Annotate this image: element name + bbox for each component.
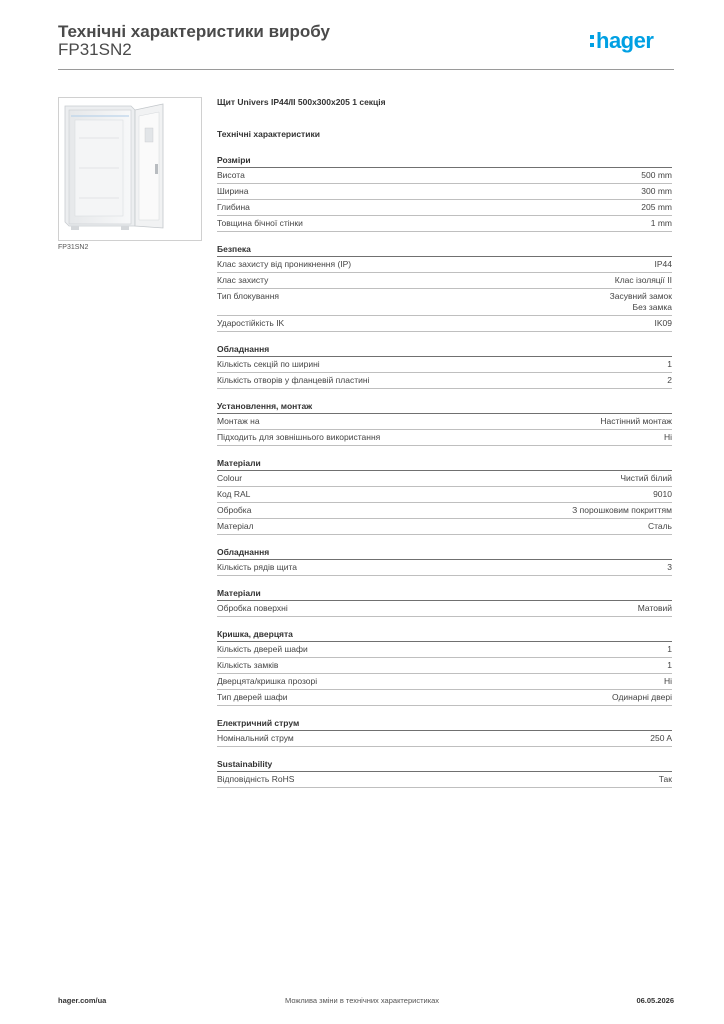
spec-value-line: 250 A [650,733,672,743]
spec-value-line: Чистий білий [620,473,672,483]
spec-label: Кількість отворів у фланцевій пластині [217,375,370,385]
product-code: FP31SN2 [58,40,132,59]
section-title: Матеріали [217,454,672,471]
spec-row [217,487,672,503]
spec-label: Кількість дверей шафи [217,644,308,654]
spec-row [217,601,672,617]
spec-value [667,359,672,370]
spec-label: Підходить для зовнішнього використання [217,432,381,442]
spec-value [667,375,672,386]
spec-value [610,291,672,313]
spec-row [217,642,672,658]
enclosure-illustration [59,98,201,240]
spec-value-line: 2 [667,375,672,385]
spec-row [217,289,672,316]
spec-value-line: Засувний замок [609,291,672,301]
spec-row [217,216,672,232]
spec-value-line: 1 [667,359,672,369]
spec-value-line: IP44 [654,259,672,269]
spec-value [664,432,672,443]
spec-value-line: Ні [663,432,672,442]
footer-website[interactable]: hager.com/ua [58,996,107,1005]
spec-value-line: Сталь [647,521,672,531]
section-gap [217,535,672,543]
page-title: Технічні характеристики виробу [58,22,330,41]
section-title: Установлення, монтаж [217,397,672,414]
spec-label: Кількість рядів щита [217,562,297,572]
spec-value-line: 500 mm [641,170,672,180]
spec-label: Товщина бічної стінки [217,218,303,228]
section-title: Розміри [217,151,672,168]
spec-value [659,774,672,785]
spec-label: Відповідність RoHS [217,774,295,784]
spec-row [217,731,672,747]
spec-value-line: Ні [663,676,672,686]
section-gap [217,576,672,584]
spec-value-line: З порошковим покриттям [572,505,672,515]
image-caption: FP31SN2 [58,244,89,251]
spec-value-line: 1 mm [650,218,672,228]
section-title: Обладнання [217,543,672,560]
footer-note: Можлива зміни в технічних характеристиках [285,996,440,1005]
section-title: Електричний струм [217,714,672,731]
spec-value [667,562,672,573]
spec-row [217,257,672,273]
spec-value-line: 205 mm [641,202,672,212]
svg-text:hager: hager [596,28,654,53]
spec-row [217,519,672,535]
spec-label: Ударостійкість IK [217,318,285,328]
spec-value [641,186,672,197]
spec-label: Обробка поверхні [217,603,288,613]
spec-value [612,692,672,703]
spec-label: Ширина [217,186,249,196]
spec-row [217,471,672,487]
spec-value-line: IK09 [654,318,672,328]
spec-row [217,674,672,690]
section-title: Обладнання [217,340,672,357]
section-gap [217,747,672,755]
spec-row [217,273,672,289]
spec-value [664,676,672,687]
spec-value-line: Одинарні двері [612,692,672,702]
spec-value-line: 1 [667,644,672,654]
spec-sections [217,151,672,788]
spec-value-line: Так [658,774,672,784]
spec-value [615,275,672,286]
spec-row [217,200,672,216]
spec-label: Кількість замків [217,660,279,670]
spec-value-line: Клас ізоляції II [614,275,672,285]
spec-label: Colour [217,473,243,483]
spec-label: Тип дверей шафи [217,692,288,702]
spec-value-line: Матовий [637,603,672,613]
spec-label: Матеріал [217,521,254,531]
spec-label: Монтаж на [217,416,260,426]
spec-label: Кількість секцій по ширині [217,359,320,369]
spec-label: Клас захисту [217,275,269,285]
spec-row [217,658,672,674]
spec-value [600,416,672,427]
spec-row [217,184,672,200]
spec-label: Код RAL [217,489,251,499]
tech-section-title: Технічні характеристики [217,129,320,139]
section-gap [217,232,672,240]
product-image [58,97,202,241]
spec-label: Клас захисту від проникнення (IP) [217,259,352,269]
spec-value [620,473,672,484]
product-title: Щит Univers IP44/II 500x300x205 1 секція [217,97,386,107]
spec-value [648,521,672,532]
spec-value [650,733,672,744]
spec-label: Дверцята/кришка прозорі [217,676,318,686]
spec-label: Глибина [217,202,250,212]
spec-label: Обробка [217,505,252,515]
spec-value [572,505,672,516]
section-title: Матеріали [217,584,672,601]
spec-row [217,772,672,788]
spec-value-line: 1 [667,660,672,670]
footer-date: 06.05.2026 [636,996,674,1005]
spec-row [217,430,672,446]
spec-value-line: 9010 [653,489,672,499]
spec-value-line: Настінний монтаж [600,416,672,426]
spec-value [667,644,672,655]
section-title: Кришка, дверцята [217,625,672,642]
section-gap [217,706,672,714]
hager-logo [590,28,674,56]
spec-value-line: 3 [667,562,672,572]
spec-row [217,503,672,519]
spec-row [217,373,672,389]
section-gap [217,446,672,454]
section-gap [217,617,672,625]
spec-value [638,603,672,614]
spec-value [655,318,673,329]
section-gap [217,389,672,397]
header-divider [58,69,674,70]
spec-row [217,316,672,332]
spec-row [217,168,672,184]
spec-value [651,218,672,229]
section-title: Безпека [217,240,672,257]
spec-row [217,357,672,373]
section-gap [217,332,672,340]
spec-label: Тип блокування [217,291,280,301]
spec-value [655,259,673,270]
spec-content [217,97,672,788]
spec-row [217,414,672,430]
spec-value-line: Без замка [632,302,672,312]
spec-value [641,170,672,181]
spec-value [653,489,672,500]
spec-value [667,660,672,671]
spec-label: Номінальний струм [217,733,294,743]
spec-value-line: 300 mm [641,186,672,196]
spec-label: Висота [217,170,245,180]
section-title: Sustainability [217,755,672,772]
spec-row [217,690,672,706]
spec-row [217,560,672,576]
spec-value [641,202,672,213]
